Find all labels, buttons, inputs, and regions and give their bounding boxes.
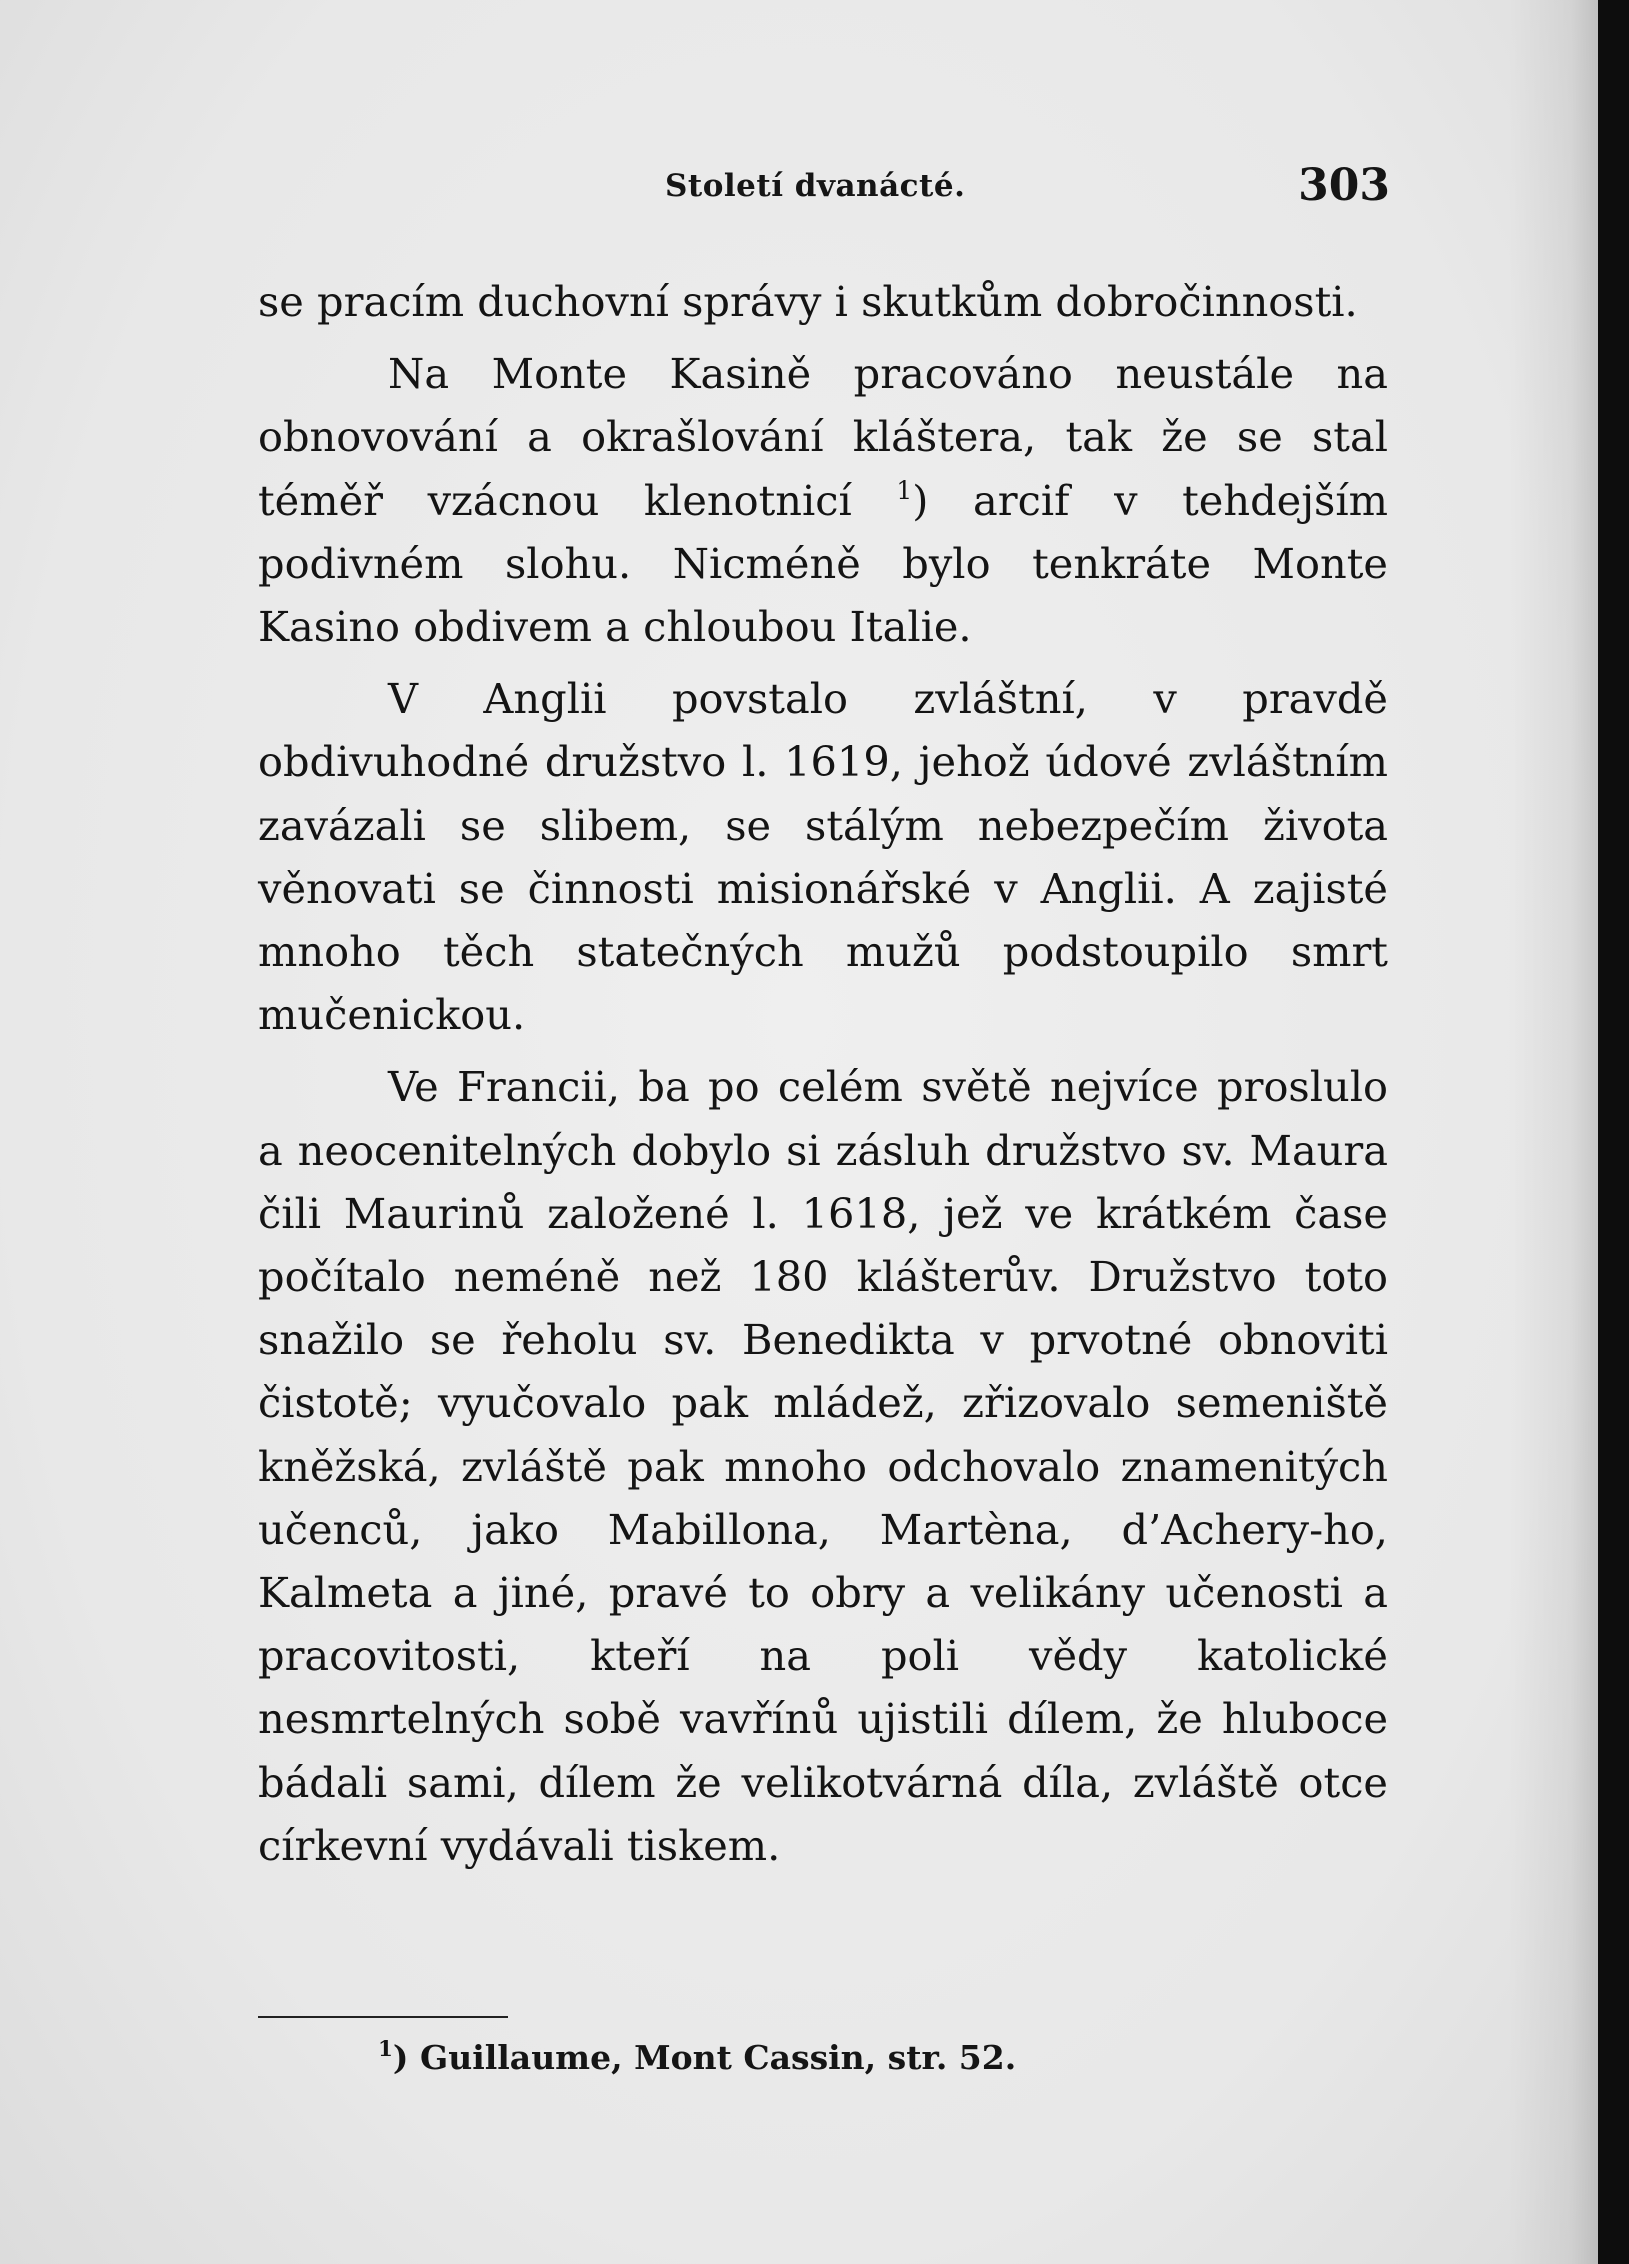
paragraph-2 xyxy=(258,342,1388,658)
paragraph-2-text-b: ) arcif v tehdejším podivném slohu. Nicméně bylo tenkráte Monte Kasino obdivem a chloubou Italie. xyxy=(258,475,1388,652)
footnote-reference: 1 xyxy=(896,475,913,505)
page-header xyxy=(260,160,1390,220)
paragraph-2-text-a: Na Monte Kasině pracováno neustále na obnovování a okrašlování kláštera, tak že se stal téměř vzácnou klenotnicí xyxy=(258,349,1388,525)
page-edge-shadow xyxy=(1508,0,1598,2264)
page-number: 303 xyxy=(1298,160,1390,211)
footnote-rule xyxy=(258,2016,508,2018)
running-title: Století dvanácté. xyxy=(665,168,966,204)
footnote-mark: 1 xyxy=(378,2037,393,2063)
paragraph-3: V Anglii povstalo zvláštní, v pravdě obdivuhodné družstvo l. 1619, jehož údové zvláštním zavázali se slibem, se stálým nebezpečím života věnovati se činnosti misionářské v Anglii. A zajisté mnoho těch statečných mužů podstoupilo smrt mučenickou. xyxy=(258,674,1388,1040)
footnote-text: ) Guillaume, Mont Cassin, str. 52. xyxy=(392,2038,1017,2077)
paragraph-4: Ve Francii, ba po celém světě nejvíce proslulo a neocenitelných dobylo si zásluh družstvo sv. Maura čili Maurinů založené l. 1618, jež ve krátkém čase počítalo neméně než 180 klášterův. Družstvo toto snažilo se řeholu sv. Benedikta v prvotné obnoviti čistotě; vyučovalo pak mládež, zřizovalo semeniště kněžská, zvláště pak mnoho odchovalo znamenitých učenců, jako Mabillona, Martèna, d’Achery-ho, Kalmeta a jiné, pravé to obry a velikány učenosti a pracovitosti, kteří na poli vědy katolické nesmrtelných sobě vavřínů ujistili dílem, že hluboce bádali sami, dílem že velikotvárná díla, zvláště otce církevní vydávali tiskem. xyxy=(258,1062,1388,1870)
footnote xyxy=(378,2038,1016,2077)
body-text xyxy=(258,270,1388,1886)
paragraph-1: se pracím duchovní správy i skutkům dobročinnosti. xyxy=(258,277,1358,326)
